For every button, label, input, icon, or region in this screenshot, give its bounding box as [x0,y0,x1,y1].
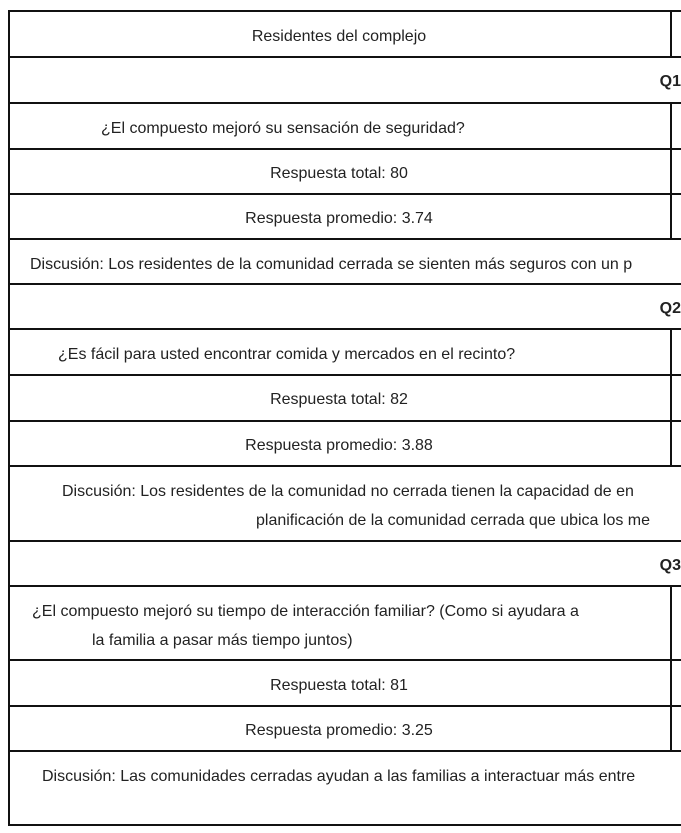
q3-total: Respuesta total: 81 [270,677,408,694]
q1-average: Respuesta promedio: 3.74 [245,210,433,227]
q2-average-row [8,420,681,467]
q3-average-row [8,705,681,752]
q1-average-row [8,193,681,240]
q1-discussion-row [8,238,681,285]
q1-question: ¿El compuesto mejoró su sensación de seguridad? [101,120,465,137]
q2-total-row [8,374,681,421]
q3-question-line1: ¿El compuesto mejoró su tiempo de interacción familiar? (Como si ayudara a [32,603,579,620]
q2-discussion-line2: planificación de la comunidad cerrada que ubica los me [256,512,651,529]
table-header-row [8,10,681,57]
q1-label: Q1 [659,73,681,90]
q2-label-row [8,283,681,330]
q1-total: Respuesta total: 80 [270,165,408,182]
q2-average: Respuesta promedio: 3.88 [245,437,433,454]
table-header-label: Residentes del complejo [251,28,427,45]
q3-discussion-row [8,750,681,826]
q2-discussion-row [8,465,681,541]
q2-discussion-line1: Discusión: Los residentes de la comunidad no cerrada tienen la capacidad de en [62,483,634,500]
q3-question-line2: la familia a pasar más tiempo juntos) [92,632,353,649]
q3-average: Respuesta promedio: 3.25 [245,722,433,739]
table-bottom-border [8,824,681,826]
q2-total: Respuesta total: 82 [270,391,408,408]
q3-question-row [8,585,681,661]
q3-discussion: Discusión: Las comunidades cerradas ayudan a las familias a interactuar más entre [42,768,636,785]
q1-question-row [8,102,681,149]
q3-label: Q3 [659,557,681,574]
q1-label-row [8,56,681,103]
q2-label: Q2 [659,300,681,317]
q2-question-row [8,328,681,375]
q3-total-row [8,659,681,706]
header-cell [8,12,672,57]
q2-question: ¿Es fácil para usted encontrar comida y mercados en el recinto? [58,346,516,363]
q3-label-row [8,540,681,587]
q1-total-row [8,148,681,193]
q1-discussion: Discusión: Los residentes de la comunidad cerrada se sienten más seguros con un p [30,256,633,273]
